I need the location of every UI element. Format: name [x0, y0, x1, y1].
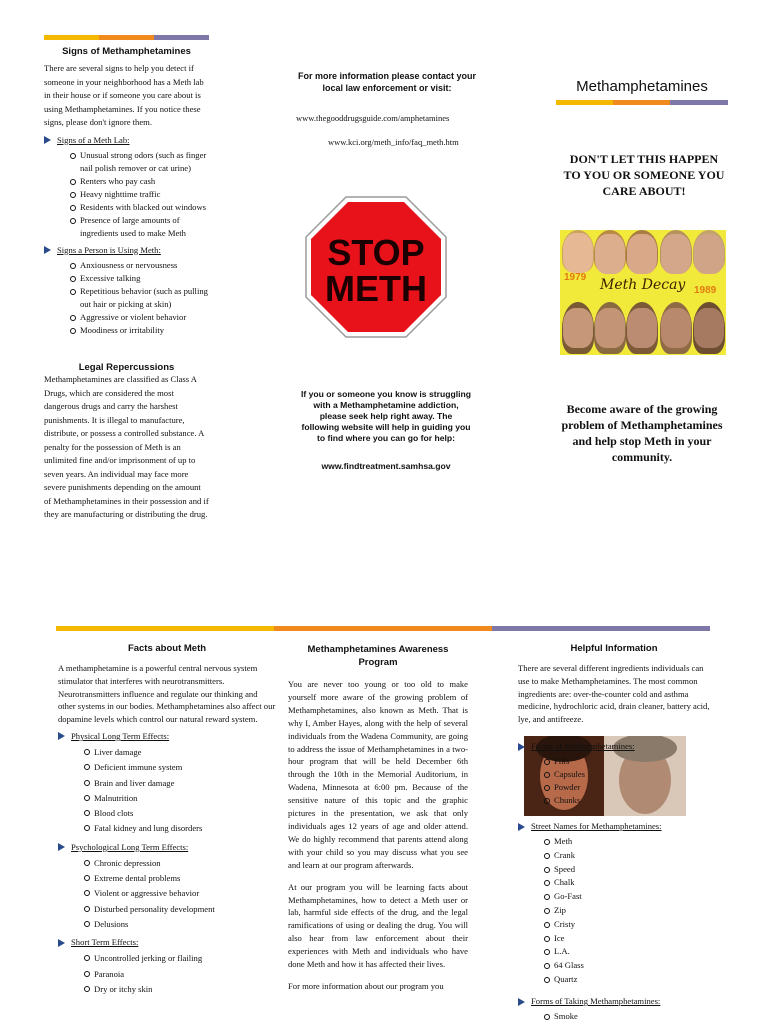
program-paragraph-2: At our program you will be learning facts about Methamphetamines, how to detect a Meth user or lab, harmful side effects of the drug, and the legal ramifications of using or dealing the drug. You will also hear from law enforcement about their experiences with Meth and individuals who have done Meth and how it has affected their lives. [288, 881, 468, 970]
list-item: Powder [544, 781, 708, 794]
list-item: Cristy [544, 918, 708, 932]
arrow-bullet-icon [518, 743, 525, 751]
help-text: If you or someone you know is struggling with a Methamphetamine addiction, please seek help right away. The following website will help in guiding you to find where you can go for help: [301, 389, 471, 443]
list-item: Go-Fast [544, 890, 708, 904]
person-using-list [44, 259, 209, 337]
decay-caption: Meth Decay [600, 277, 686, 293]
arrow-bullet-icon [518, 823, 525, 831]
psychological-effects-heading: Psychological Long Term Effects: [58, 841, 276, 854]
decorative-color-bar [56, 626, 710, 631]
cover-tagline: DON'T LET THIS HAPPEN TO YOU OR SOMEONE YOU CARE ABOUT! [563, 152, 725, 198]
list-item: Malnutrition [84, 791, 276, 806]
stop-text: STOP [327, 232, 425, 273]
meth-lab-list [44, 149, 209, 240]
list-item: Delusions [84, 917, 276, 932]
list-item: Zip [544, 904, 708, 918]
signs-section [44, 46, 209, 337]
program-paragraph-3: For more information about our program you [288, 980, 444, 991]
decorative-color-bar [556, 100, 728, 105]
facts-intro: A methamphetamine is a powerful central nervous system stimulator that interferes with neurotransmitters. Neurotransmitters influence and regulate our thinking and other systems in our bodies. Methamphetamines also affect our dopamine levels which control our natural reward system. [58, 663, 276, 725]
list-item: Deficient immune system [84, 760, 276, 775]
year-right: 1989 [694, 285, 717, 296]
facts-title: Facts about Meth [127, 643, 207, 654]
list-item: Presence of large amounts of ingredients used to make Meth [70, 214, 209, 240]
list-item: Anxiousness or nervousness [70, 259, 209, 272]
taking-forms-block [518, 995, 708, 1023]
list-item: Excessive talking [70, 272, 209, 285]
list-item: Unusual strong odors (such as finger nail polish remover or cat urine) [70, 149, 209, 175]
list-item: Aggressive or violent behavior [70, 311, 209, 324]
psychological-effects-list [58, 856, 276, 932]
list-item: Capsules [544, 768, 708, 781]
cover-call-to-action: Become aware of the growing problem of Methamphetamines and help stop Meth in your community. [561, 402, 723, 464]
list-item: Ice [544, 932, 708, 946]
list-item: Chalk [544, 876, 708, 890]
list-item: 64 Glass [544, 959, 708, 973]
list-item: Paranoia [84, 967, 276, 982]
list-item: Chunks [544, 794, 708, 807]
list-item: Residents with blacked out windows [70, 201, 209, 214]
arrow-bullet-icon [58, 939, 65, 947]
list-item: Quartz [544, 973, 708, 987]
cover-title: Methamphetamines [576, 78, 708, 95]
list-item: Speed [544, 863, 708, 877]
resource-link-2[interactable]: www.kci.org/meth_info/faq_meth.htm [328, 137, 459, 147]
arrow-bullet-icon [58, 732, 65, 740]
legal-body: Methamphetamines are classified as Class A Drugs, which are considered the most dangerous drugs and carry the harshest punishments. It is illegal to manufacture, distribute, or possess a controlled substance. A penalty for the possession of Meth is an unlimited fine and/or imprisonment of up to seven years. An individual may face more severe punishments depending on the amount of Methamphetamines in their possession and if they are manufacturing or distributing the drug. [44, 374, 209, 519]
list-item: Heavy nighttime traffic [70, 188, 209, 201]
contact-heading: For more information please contact your local law enforcement or visit: [297, 71, 477, 93]
helpful-intro: There are several different ingredients individuals can use to make Methamphetamines. The most common ingredients are: over-the-counter cold and asthma medicine, hydrochloric acid, drain cleaner, battery acid, lye, and antifreeze. [518, 663, 710, 725]
list-item: Liver damage [84, 745, 276, 760]
list-item: Extreme dental problems [84, 871, 276, 886]
list-item: Disturbed personality development [84, 902, 276, 917]
legal-title: Legal Repercussions [78, 362, 175, 373]
street-names-heading: Street Names for Methamphetamines: [518, 820, 708, 833]
arrow-bullet-icon [44, 136, 51, 144]
meth-text: METH [325, 268, 427, 309]
arrow-bullet-icon [518, 998, 525, 1006]
short-term-effects-list [58, 951, 276, 997]
list-item: Uncontrolled jerking or flailing [84, 951, 276, 966]
person-using-heading: Signs a Person is Using Meth: [44, 244, 209, 257]
arrow-bullet-icon [44, 246, 51, 254]
list-item: Repetitious behavior (such as pulling out hair or picking at skin) [70, 285, 209, 311]
stop-meth-sign [304, 195, 448, 339]
list-item: Brain and liver damage [84, 776, 276, 791]
meth-decay-image [560, 230, 726, 355]
list-item: Violent or aggressive behavior [84, 886, 276, 901]
list-item: Moodiness or irritability [70, 324, 209, 337]
list-item: Renters who pay cash [70, 175, 209, 188]
physical-effects-list [58, 745, 276, 837]
decorative-color-bar [44, 35, 209, 40]
signs-title: Signs of Methamphetamines [62, 46, 191, 57]
list-item: Blood clots [84, 806, 276, 821]
list-item: Pills [544, 755, 708, 768]
list-item: Dry or itchy skin [84, 982, 276, 997]
legal-section [44, 362, 209, 522]
forms-heading: Forms of Methamphetamines: [518, 740, 708, 753]
program-title: Methamphetamines Awareness Program [307, 644, 449, 668]
arrow-bullet-icon [58, 843, 65, 851]
help-url[interactable]: www.findtreatment.samhsa.gov [321, 461, 451, 471]
year-left: 1979 [564, 272, 587, 283]
physical-effects-heading: Physical Long Term Effects: [58, 730, 276, 743]
resource-link-1[interactable]: www.thegooddrugsguide.com/amphetamines [296, 113, 450, 123]
list-item: Fatal kidney and lung disorders [84, 821, 276, 836]
helpful-title: Helpful Information [570, 643, 658, 654]
street-names-list [518, 835, 708, 987]
program-section [288, 643, 468, 993]
list-item: L.A. [544, 945, 708, 959]
list-item: Meth [544, 835, 708, 849]
helpful-section [518, 643, 710, 726]
short-term-effects-heading: Short Term Effects: [58, 936, 276, 949]
program-paragraph-1: You are never too young or too old to make yourself more aware of the growing problem of Methamphetamines, also known as Meth. That is why I, Amber Hayes, along with the help of several individuals from the Wadena Community, are going to address the issue of Methamphetamines in a two-hour program that will be held December 6th through the 10th in the Memorial Auditorium, in Wadena, Minnesota at 6:00 pm. Because of the sensitive nature of this topic and the graphic pictures in the presentation, we ask that only individuals ages 12 years of age and older attend. We do highly recommend that parents attend along with your child so you may discuss what you see and learn at our program afterwards. [288, 679, 468, 870]
street-names-block [518, 820, 708, 987]
taking-forms-list [518, 1010, 708, 1023]
meth-lab-heading: Signs of a Meth Lab: [44, 134, 209, 147]
list-item: Smoke [544, 1010, 708, 1023]
facts-section [58, 643, 276, 997]
forms-block [518, 740, 708, 807]
forms-list [518, 755, 708, 807]
list-item: Chronic depression [84, 856, 276, 871]
taking-forms-heading: Forms of Taking Methamphetamines: [518, 995, 708, 1008]
list-item: Crank [544, 849, 708, 863]
signs-intro: There are several signs to help you detect if someone in your neighborhood has a Meth lab in their house or if someone you care about is using Methamphetamines. If you notice these signs, please don't ignore them. [44, 63, 204, 127]
